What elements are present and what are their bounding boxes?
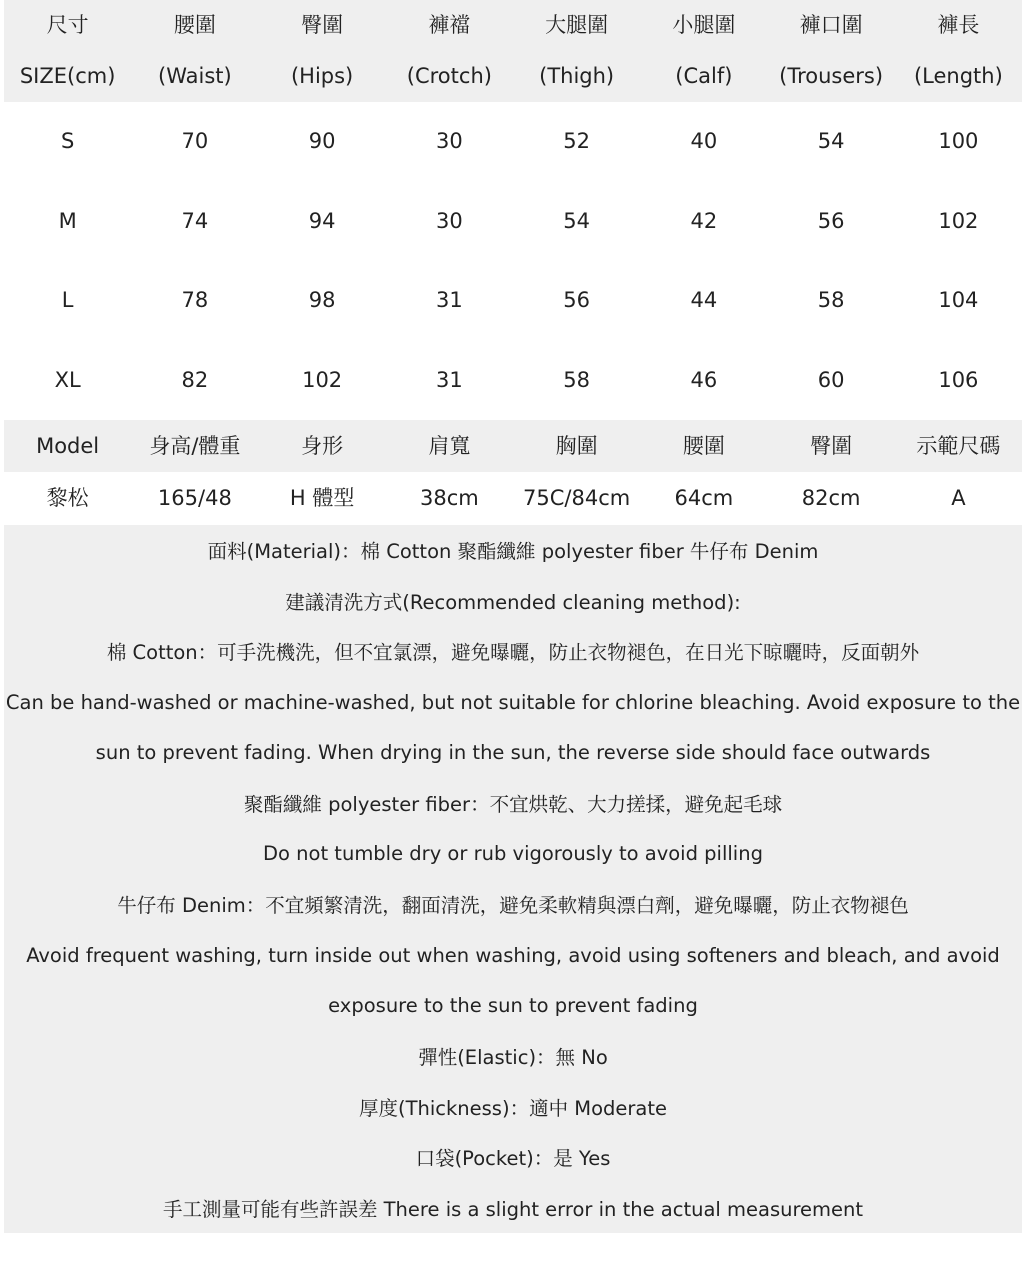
measurement-disclaimer: 手工測量可能有些許誤差 There is a slight error in the actual measurement	[162, 1198, 864, 1222]
thickness-line: 厚度(Thickness)：適中 Moderate	[358, 1096, 668, 1120]
cotton-care-en-2: sun to prevent fading. When drying in the sun, the reverse side should face outwards	[95, 741, 931, 765]
model-header-cell: 肩寬	[428, 433, 471, 458]
model-value-cell: 黎松	[46, 486, 89, 510]
model-header-cell: 身高/體重	[149, 433, 241, 458]
cotton-care-en-1: Can be hand-washed or machine-washed, but not suitable for chlorine bleaching. Avoid exposure to the	[5, 690, 1021, 714]
header-cell: 褲口圍	[799, 13, 863, 37]
table-cell: 102	[938, 208, 979, 233]
size-label: S	[60, 129, 75, 154]
table-cell: 102	[302, 367, 343, 392]
model-value-cell: 75C/84cm	[523, 486, 631, 510]
table-cell: 100	[938, 129, 979, 154]
header-cell: (Crotch)	[406, 64, 492, 88]
table-cell: 106	[938, 367, 979, 392]
size-chart	[4, 0, 1022, 1233]
header-cell: 大腿圍	[545, 13, 609, 37]
header-cell: (Trousers)	[779, 64, 884, 88]
header-cell: SIZE(cm)	[19, 64, 116, 88]
header-cell: 小腿圍	[672, 13, 736, 37]
model-value-cell: 38cm	[420, 486, 479, 510]
table-cell: 42	[690, 208, 718, 233]
size-header-zh-row	[4, 0, 1022, 51]
table-cell: 54	[563, 208, 590, 233]
pocket-line: 口袋(Pocket)：是 Yes	[415, 1147, 611, 1171]
size-row-l	[4, 261, 1022, 341]
model-value-cell: 64cm	[674, 486, 734, 510]
model-header-cell: 身形	[301, 433, 344, 458]
model-header-row	[4, 420, 1022, 472]
size-label: M	[58, 208, 77, 233]
table-cell: 90	[308, 129, 336, 154]
table-cell: 98	[308, 288, 336, 313]
model-values-row	[4, 472, 1022, 525]
material-line: 面料(Material)：棉 Cotton 聚酯纖維 polyester fiber 牛仔布 Denim	[207, 540, 819, 564]
table-cell: 70	[181, 129, 209, 154]
denim-care-en-1: Avoid frequent washing, turn inside out when washing, avoid using softeners and bleach, and avoid	[26, 943, 1000, 967]
table-cell: 56	[563, 288, 590, 313]
table-cell: 46	[690, 367, 718, 392]
table-cell: 78	[181, 288, 209, 313]
cotton-care-zh: 棉 Cotton：可手洗機洗，但不宜氯漂，避免曝曬，防止衣物褪色，在日光下晾曬時，反面朝外	[106, 641, 920, 665]
model-header-cell: 示範尺碼	[916, 433, 1001, 458]
table-cell: 40	[690, 129, 718, 154]
elastic-line: 彈性(Elastic)：無 No	[418, 1046, 608, 1070]
polyester-care-zh: 聚酯纖維 polyester fiber：不宜烘乾、大力搓揉，避免起毛球	[243, 793, 783, 817]
care-notes	[4, 525, 1022, 1233]
header-cell: 褲襠	[428, 13, 471, 37]
header-cell: (Hips)	[290, 64, 354, 88]
model-header-cell: Model	[36, 433, 100, 458]
header-cell: (Calf)	[675, 64, 733, 88]
header-cell: 褲長	[937, 13, 980, 37]
table-cell: 52	[563, 129, 590, 154]
size-row-m	[4, 182, 1022, 262]
model-value-cell: H 體型	[289, 486, 355, 510]
table-cell: 94	[308, 208, 336, 233]
size-row-s	[4, 102, 1022, 182]
table-cell: 44	[690, 288, 718, 313]
table-cell: 104	[938, 288, 979, 313]
header-cell: (Thigh)	[539, 64, 615, 88]
header-cell: 臀圍	[301, 13, 344, 37]
model-header-cell: 胸圍	[555, 433, 598, 458]
model-header-cell: 腰圍	[682, 433, 725, 458]
table-cell: 31	[436, 288, 463, 313]
model-value-cell: A	[951, 486, 966, 510]
cleaning-method-heading: 建議清洗方式(Recommended cleaning method):	[285, 590, 741, 614]
table-cell: 82	[181, 367, 209, 392]
size-label: XL	[54, 367, 81, 392]
denim-care-en-2: exposure to the sun to prevent fading	[328, 994, 698, 1018]
header-cell: (Length)	[913, 64, 1003, 88]
table-cell: 60	[817, 367, 845, 392]
model-value-cell: 82cm	[801, 486, 861, 510]
model-value-cell: 165/48	[157, 486, 232, 510]
header-cell: 尺寸	[46, 13, 89, 37]
header-cell: (Waist)	[158, 64, 232, 88]
table-cell: 74	[181, 208, 209, 233]
size-label: L	[61, 288, 74, 313]
denim-care-zh: 牛仔布 Denim：不宜頻繁清洗，翻面清洗，避免柔軟精與漂白劑，避免曝曬，防止衣物褪色	[117, 894, 909, 918]
table-cell: 58	[563, 367, 590, 392]
table-cell: 31	[436, 367, 463, 392]
table-cell: 30	[436, 208, 463, 233]
size-header-en-row	[4, 51, 1022, 102]
table-cell: 30	[436, 129, 463, 154]
table-cell: 54	[817, 129, 845, 154]
polyester-care-en: Do not tumble dry or rub vigorously to avoid pilling	[263, 842, 763, 866]
size-row-xl	[4, 341, 1022, 421]
table-cell: 56	[817, 208, 845, 233]
model-header-cell: 臀圍	[810, 433, 853, 458]
header-cell: 腰圍	[173, 13, 216, 37]
table-cell: 58	[817, 288, 845, 313]
